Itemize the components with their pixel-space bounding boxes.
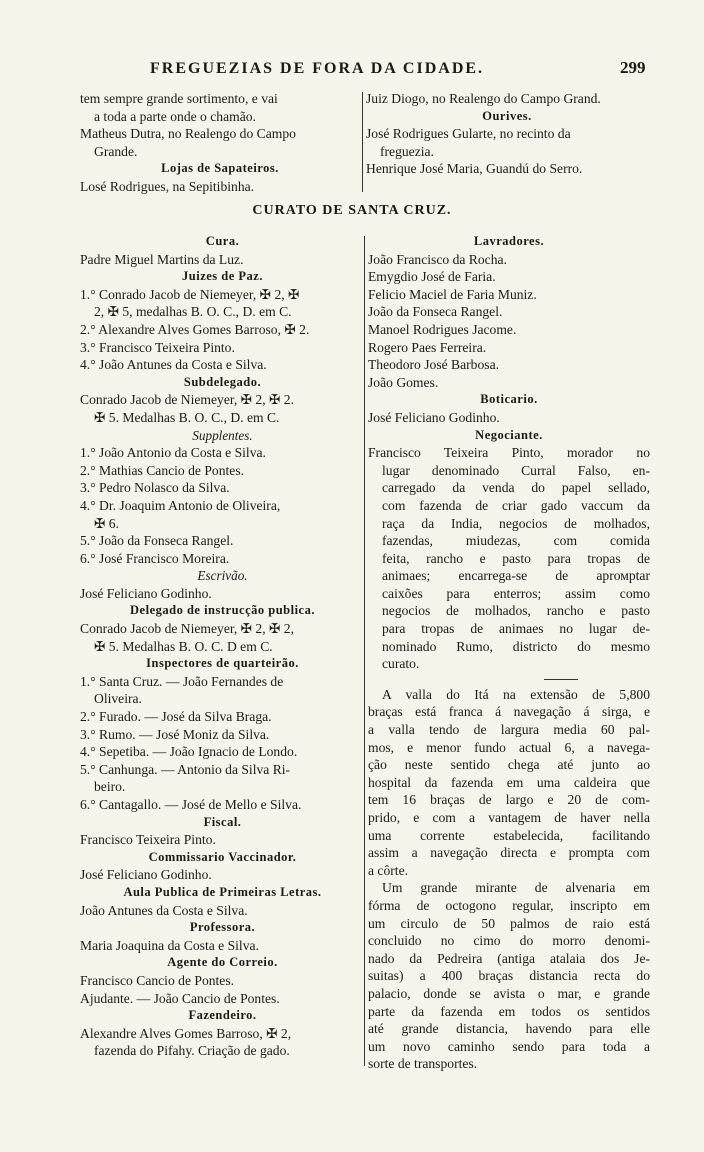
text-line: tem sempre grande sortimento, e vai (80, 91, 278, 106)
text-line: Padre Miguel Martins da Luz. (80, 251, 244, 267)
section-heading: Escrivão. (197, 568, 248, 584)
text-line: Matheus Dutra, no Realengo do Campo (80, 126, 296, 142)
text-line: 2.° Alexandre Alves Gomes Barroso, ✠ 2. (80, 321, 310, 337)
text-line: 4.° João Antunes da Costa e Silva. (80, 357, 267, 373)
text-line: Losé Rodrigues, na Sepitibinha. (80, 178, 255, 194)
text-line: 6.° Cantagallo. — José de Mello e Silva. (80, 797, 302, 812)
paragraph-mirante (368, 879, 650, 1073)
text-line: ✠ 6. (94, 515, 119, 531)
text-line: 3.° Rumo. — José Moniz da Silva. (80, 726, 270, 742)
text-line: Manoel Rodrigues Jacome. (368, 321, 517, 337)
section-heading: Delegado de instrucção publica. (130, 603, 315, 618)
text-line: José Rodrigues Gularte, no recinto da (366, 126, 571, 142)
paragraph-line: suitas) a 400 braças distancia recta do (368, 968, 650, 984)
paragraph-line: a côrte. (368, 862, 408, 878)
section-heading: Negociante. (475, 427, 543, 442)
text-line: Henrique José Maria, Guandú do Serro. (366, 161, 583, 177)
text-line: 2, ✠ 5, medalhas B. O. C., D. em C. (94, 304, 292, 320)
text-line: Theodoro José Barbosa. (368, 357, 499, 373)
text-line: fazenda do Pifahy. Criação de gado. (94, 1043, 290, 1059)
section-heading: Cura. (205, 234, 240, 248)
paragraph-line: Um grande mirante de alvenaria em (382, 880, 650, 896)
text-line: fazendas, miudezas, com comida (382, 533, 650, 549)
separator-rule (544, 679, 578, 680)
text-line: João Gomes. (368, 374, 439, 390)
text-line: com fazenda de criar gado vaccum da (382, 497, 650, 513)
text-line: ✠ 5. Medalhas B. O. C., D. em C. (94, 409, 280, 425)
text-line: 2.° Furado. — José da Silva Braga. (80, 709, 272, 725)
section-heading: Agente do Correio. (167, 955, 278, 970)
section-heading: Supplentes. (192, 427, 253, 443)
text-line: Francisco Teixeira Pinto. (80, 832, 216, 848)
column-divider (364, 236, 365, 1066)
paragraph-line: nado da Pedreira (antiga atalaia dos Je- (368, 950, 650, 966)
text-line: Ajudante. — João Cancio de Pontes. (80, 990, 280, 1006)
paragraph-line: tem 16 braças de largo e 20 de com- (368, 792, 650, 808)
section-heading: Ourives. (482, 108, 532, 123)
paragraph-line: assim a navegação directa e prompta com (368, 845, 650, 861)
paragraph-line: prido, e com a vantagem de haver nella (368, 810, 650, 825)
text-line: 4.° Sepetiba. — João Ignacio de Londo. (80, 744, 298, 760)
text-line: João Francisco da Rocha. (368, 251, 507, 267)
paragraph-line: um novo caminho sendo para toda a (368, 1038, 650, 1054)
section-heading: Inspectores de quarteirão. (146, 656, 299, 671)
text-line: João da Fonseca Rangel. (368, 304, 503, 320)
paragraph-line: ção neste sentido chega até junto ao (368, 757, 650, 773)
text-line: lugar denominado Curral Falso, en- (382, 462, 650, 478)
section-heading: Fazendeiro. (188, 1008, 257, 1023)
text-line: animaes; encarrega-se de aprомptar (382, 568, 650, 584)
top-right-column (366, 90, 648, 178)
paragraph-line: uma corrente estabelecida, facilitando (368, 827, 650, 843)
paragraph-line: mos, e menor fundo actual 6, a navega- (368, 739, 650, 755)
section-heading: Professora. (189, 920, 256, 935)
text-line: Felicio Maciel de Faria Muniz. (368, 286, 537, 302)
section-heading: Boticario. (480, 392, 538, 407)
text-line: 3.° Francisco Teixeira Pinto. (80, 339, 235, 355)
text-line: 5.° João da Fonseca Rangel. (80, 533, 234, 549)
text-line: Oliveira. (94, 691, 142, 707)
section-heading: Aula Publica de Primeiras Letras. (123, 884, 322, 899)
paragraph-line: fórma de octogono regular, inscripto em (368, 897, 650, 913)
section-heading: Lavradores. (473, 234, 545, 248)
section-heading: Fiscal. (203, 814, 242, 829)
text-line: 1.° Santa Cruz. — João Fernandes de (80, 673, 284, 689)
paragraph-line: palacio, donde se avista o mar, e grande (368, 985, 650, 1001)
paragraph-line: até grande distancia, havendo para elle (368, 1021, 650, 1037)
text-line: a toda a parte onde o chamão. (94, 108, 256, 124)
text-line: para tropas de animaes no lugar de- (382, 621, 650, 637)
section-heading: Lojas de Sapateiros. (161, 161, 279, 176)
right-column-list (368, 233, 650, 673)
section-heading: Commissario Vaccinador. (148, 849, 297, 864)
text-line: Conrado Jacob de Niemeyer, ✠ 2, ✠ 2. (80, 392, 295, 408)
text-line: beiro. (94, 779, 126, 795)
section-heading: Subdelegado. (183, 374, 262, 389)
text-line: José Feliciano Godinho. (80, 585, 212, 601)
right-column (368, 233, 650, 1073)
paragraph-line: a valla tendo de largura media 60 pal- (368, 722, 650, 738)
top-left-column (80, 90, 360, 196)
text-line: Juiz Diogo, no Realengo do Campo Grand. (366, 91, 601, 106)
text-line: 5.° Canhunga. — Antonio da Silva Ri- (80, 761, 291, 777)
text-line: Conrado Jacob de Niemeyer, ✠ 2, ✠ 2, (80, 621, 295, 637)
paragraph-line: braças está franca á navegação á sirga, e (368, 704, 650, 720)
text-line: Francisco Cancio de Pontes. (80, 972, 235, 988)
text-line: ✠ 5. Medalhas B. O. C. D em C. (94, 638, 273, 654)
column-divider (362, 92, 363, 192)
text-line: João Antunes da Costa e Silva. (80, 902, 248, 918)
text-line: Emygdio José de Faria. (368, 269, 496, 285)
text-line: 2.° Mathias Cancio de Pontes. (80, 462, 245, 478)
text-line: curato. (382, 656, 420, 672)
text-line: negocios de molhados, rancho e pasto (382, 603, 650, 619)
running-header: FREGUEZIAS DE FORA DA CIDADE. (150, 60, 485, 77)
text-line: raça da India, negocios de molhados, (382, 515, 650, 531)
paragraph-line: um circulo de 50 palmos de raio está (368, 915, 650, 931)
paragraph-line: hospital da fazenda em uma caldeira que (368, 774, 650, 790)
text-line: Rogero Paes Ferreira. (368, 339, 487, 355)
left-column (80, 233, 365, 1060)
page-number: 299 (620, 58, 646, 77)
text-line: carregado da venda do papel sellado, (382, 480, 650, 496)
paragraph-line: sorte de transportes. (368, 1056, 478, 1072)
section-title: CURATO DE SANTA CRUZ. (252, 203, 452, 218)
text-line: 3.° Pedro Nolasco da Silva. (80, 480, 230, 496)
text-line: José Feliciano Godinho. (368, 409, 500, 425)
text-line: freguezia. (380, 143, 434, 159)
paragraph-itavalla (368, 686, 650, 880)
paragraph-line: concluido no cimo do morro denomi- (368, 933, 650, 949)
text-line: nominado Rumo, districto do mesmo (382, 638, 650, 654)
text-line: 6.° José Francisco Moreira. (80, 550, 230, 566)
text-line: 1.° Conrado Jacob de Niemeyer, ✠ 2, ✠ (80, 286, 300, 302)
section-heading: Juizes de Paz. (182, 269, 263, 284)
text-line: José Feliciano Godinho. (80, 867, 212, 883)
text-line: Maria Joaquina da Costa e Silva. (80, 937, 259, 953)
text-line: feita, rancho e pasto para tropas de (382, 550, 650, 566)
text-line: 4.° Dr. Joaquim Antonio de Oliveira, (80, 497, 281, 513)
paragraph-line: parte da fazenda em todos os sentidos (368, 1003, 650, 1019)
paragraph-line: A valla do Itá na extensão de 5,800 (382, 686, 650, 702)
text-line: Francisco Teixeira Pinto, morador no (368, 445, 650, 461)
text-line: 1.° João Antonio da Costa e Silva. (80, 445, 266, 461)
text-line: Grande. (94, 143, 138, 159)
text-line: caixões para enterros; assim como (382, 585, 650, 601)
text-line: Alexandre Alves Gomes Barroso, ✠ 2, (80, 1025, 292, 1041)
